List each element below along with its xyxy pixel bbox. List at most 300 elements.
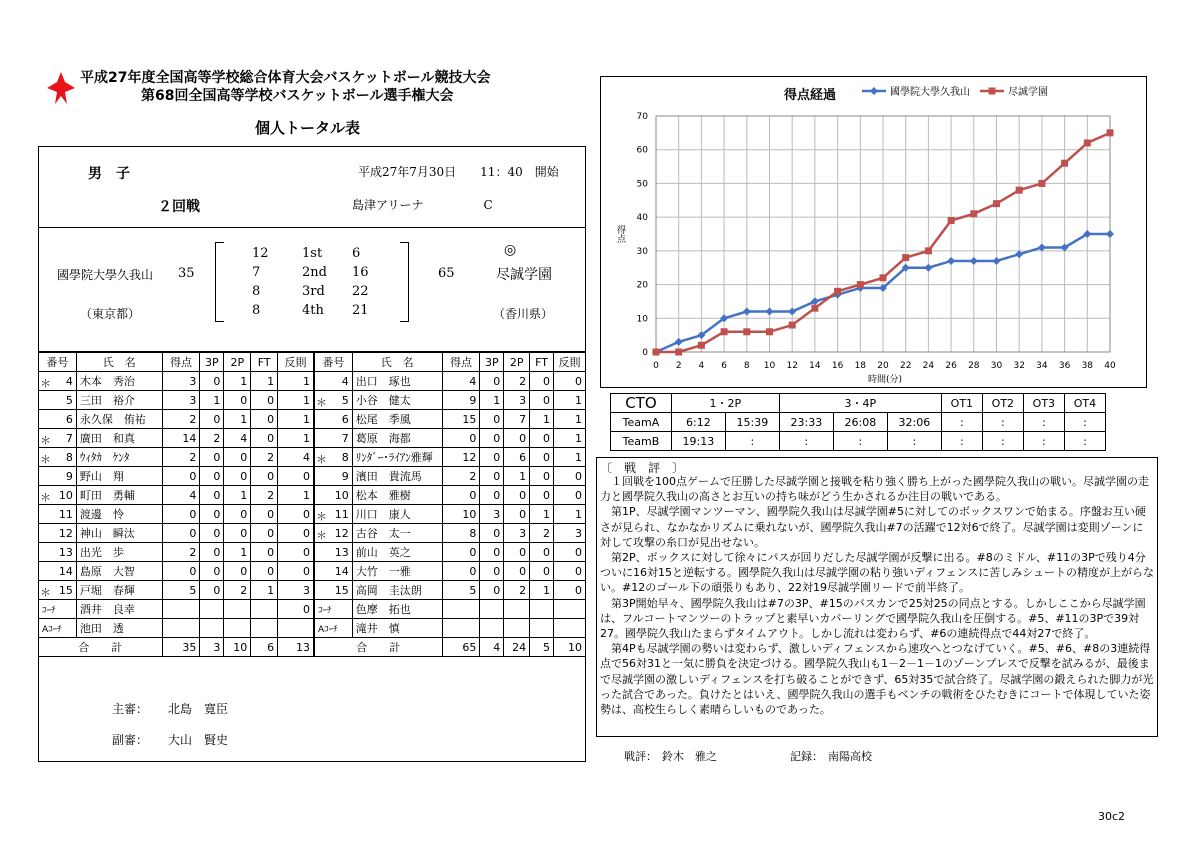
player-name: 大竹 一雅 bbox=[352, 562, 442, 581]
stat-f: 3 bbox=[554, 524, 586, 543]
stat-p2: 0 bbox=[504, 562, 530, 581]
tournament-title-1: 平成27年度全国高等学校総合体育大会バスケットボール競技大会 bbox=[80, 70, 491, 86]
player-name: 木本 秀治 bbox=[76, 372, 162, 391]
quarter-bracket-left bbox=[215, 242, 224, 322]
staff-row bbox=[315, 619, 586, 638]
column-header: 反則 bbox=[278, 353, 314, 372]
cto-period-label: OT3 bbox=[1023, 394, 1064, 413]
quarter-label: 3rd bbox=[302, 284, 325, 299]
player-name: 島原 大智 bbox=[76, 562, 162, 581]
player-number-value: 10 bbox=[58, 488, 73, 502]
stat-ft: 0 bbox=[251, 391, 278, 410]
player-name: 渡邊 怜 bbox=[76, 505, 162, 524]
player-name: 松尾 季風 bbox=[352, 410, 442, 429]
stat-pts: 0 bbox=[162, 562, 200, 581]
player-number bbox=[315, 448, 353, 467]
player-number bbox=[315, 467, 353, 486]
game-date-time: 平成27年7月30日 11：40 開始 bbox=[358, 165, 559, 179]
quarter-label: 1st bbox=[302, 246, 323, 261]
data-point bbox=[947, 257, 955, 265]
stat-p2: 2 bbox=[504, 372, 530, 391]
player-number bbox=[315, 410, 353, 429]
empty-cell bbox=[162, 600, 200, 619]
stat-f: 0 bbox=[554, 372, 586, 391]
x-tick-label: 34 bbox=[1036, 361, 1048, 371]
stat-p3: 2 bbox=[200, 429, 224, 448]
player-number bbox=[39, 429, 77, 448]
quarter-label: 4th bbox=[302, 303, 324, 318]
cto-time: : bbox=[779, 432, 833, 451]
player-number-value: 13 bbox=[58, 545, 73, 559]
cto-period-label: OT4 bbox=[1064, 394, 1105, 413]
stat-pts: 0 bbox=[442, 543, 480, 562]
cto-table bbox=[610, 393, 1106, 451]
player-row bbox=[39, 562, 314, 581]
umpire-label: 副審： bbox=[112, 733, 149, 747]
quarter-score-team-a: 12 bbox=[252, 246, 269, 261]
column-header: 2P bbox=[504, 353, 530, 372]
stat-ft: 0 bbox=[530, 486, 554, 505]
column-header: 氏 名 bbox=[352, 353, 442, 372]
stat-p2: 0 bbox=[504, 486, 530, 505]
stat-p3: 3 bbox=[480, 505, 504, 524]
player-row bbox=[39, 410, 314, 429]
stat-ft: 1 bbox=[251, 372, 278, 391]
player-number bbox=[315, 372, 353, 391]
player-row bbox=[315, 448, 586, 467]
total-ft: 6 bbox=[251, 638, 278, 657]
player-number bbox=[315, 391, 353, 410]
chart-title: 得点経過 bbox=[783, 88, 837, 103]
cto-time: : bbox=[1023, 432, 1064, 451]
stat-p3: 0 bbox=[200, 410, 224, 429]
stat-f: 0 bbox=[278, 467, 314, 486]
division-label: 男 子 bbox=[88, 166, 130, 182]
recorder-label: 記録： bbox=[790, 750, 823, 763]
staff-fouls bbox=[554, 619, 586, 638]
player-number-value: 4 bbox=[65, 374, 73, 388]
stat-f: 0 bbox=[554, 581, 586, 600]
stat-p2: 0 bbox=[224, 562, 251, 581]
data-point bbox=[743, 308, 751, 316]
x-tick-label: 0 bbox=[653, 361, 659, 371]
stat-p3: 0 bbox=[200, 581, 224, 600]
x-tick-label: 2 bbox=[675, 361, 682, 371]
player-name: 出光 歩 bbox=[76, 543, 162, 562]
total-pts: 65 bbox=[442, 638, 480, 657]
empty-cell bbox=[224, 619, 251, 638]
y-tick-label: 60 bbox=[636, 145, 648, 156]
stat-pts: 3 bbox=[162, 391, 200, 410]
data-point bbox=[811, 297, 819, 305]
stat-p2: 1 bbox=[224, 543, 251, 562]
referee-name: 北島 寛臣 bbox=[168, 702, 229, 716]
player-number bbox=[315, 429, 353, 448]
quarter-label: 2nd bbox=[302, 265, 327, 280]
stat-pts: 14 bbox=[162, 429, 200, 448]
x-tick-label: 16 bbox=[831, 361, 844, 371]
data-point bbox=[902, 254, 909, 261]
tournament-title-2: 第68回全国高等学校バスケットボール選手権大会 bbox=[141, 88, 454, 104]
team-a-prefecture: （東京都） bbox=[80, 307, 141, 321]
data-point bbox=[675, 338, 683, 346]
stat-p3: 0 bbox=[480, 562, 504, 581]
data-point bbox=[675, 349, 682, 356]
staff-role: Aｺｰﾁ bbox=[315, 619, 353, 638]
quarter-score-team-b: 6 bbox=[352, 246, 361, 261]
data-point bbox=[1084, 139, 1091, 146]
stat-pts: 8 bbox=[442, 524, 480, 543]
stat-p2: 6 bbox=[504, 448, 530, 467]
data-point bbox=[1107, 129, 1114, 136]
stat-p2: 2 bbox=[504, 581, 530, 600]
player-number-value: 12 bbox=[334, 526, 349, 540]
stat-f: 1 bbox=[554, 505, 586, 524]
column-header: FT bbox=[251, 353, 278, 372]
review-writer-label: 戦評： bbox=[624, 750, 657, 763]
stat-p2: 0 bbox=[224, 505, 251, 524]
empty-cell bbox=[251, 619, 278, 638]
stat-p3: 0 bbox=[200, 372, 224, 391]
stat-p2: 7 bbox=[504, 410, 530, 429]
y-tick-label: 10 bbox=[636, 314, 648, 325]
cto-time: : bbox=[833, 432, 887, 451]
stat-ft: 1 bbox=[530, 581, 554, 600]
player-name: 前山 英之 bbox=[352, 543, 442, 562]
total-label: 合 計 bbox=[39, 638, 163, 657]
data-point bbox=[653, 349, 660, 356]
cto-period-label: 1・2P bbox=[671, 394, 779, 413]
stat-ft: 1 bbox=[530, 410, 554, 429]
column-header: 3P bbox=[200, 353, 224, 372]
review-writer: 鈴木 雅之 bbox=[662, 750, 717, 763]
stat-pts: 2 bbox=[162, 448, 200, 467]
data-point bbox=[1038, 243, 1046, 251]
stat-p3: 0 bbox=[480, 543, 504, 562]
player-number bbox=[39, 391, 77, 410]
stat-p3: 0 bbox=[480, 448, 504, 467]
column-header: FT bbox=[530, 353, 554, 372]
data-point bbox=[1106, 230, 1114, 238]
stat-f: 1 bbox=[554, 448, 586, 467]
cto-time: 26:08 bbox=[833, 413, 887, 432]
stat-ft: 1 bbox=[530, 505, 554, 524]
x-tick-label: 32 bbox=[1013, 361, 1025, 371]
stat-pts: 0 bbox=[162, 505, 200, 524]
player-row bbox=[39, 448, 314, 467]
cto-time: 23:33 bbox=[779, 413, 833, 432]
stat-p3: 1 bbox=[480, 391, 504, 410]
total-p2: 24 bbox=[504, 638, 530, 657]
review-paragraph: １回戦を100点ゲームで圧勝した尽誠学園と接戦を粘り強く勝ち上がった國學院久我山の戦い。尽誠学園の走力と國學院久我山の高さとお互いの持ち味がどう生かされるか注目の戦いである。 bbox=[600, 475, 1149, 504]
stat-p3: 0 bbox=[480, 486, 504, 505]
x-tick-label: 26 bbox=[945, 361, 957, 371]
quarter-score-team-a: 7 bbox=[252, 265, 261, 280]
review-label: 〔 戦 評 〕 bbox=[600, 461, 685, 475]
data-point bbox=[811, 305, 818, 312]
stat-p3: 1 bbox=[200, 391, 224, 410]
stat-p3: 0 bbox=[200, 448, 224, 467]
cto-time: : bbox=[941, 413, 982, 432]
stat-ft: 0 bbox=[530, 562, 554, 581]
x-tick-label: 10 bbox=[763, 361, 776, 371]
player-name: 廣田 和真 bbox=[76, 429, 162, 448]
stat-ft: 0 bbox=[251, 505, 278, 524]
stat-p3: 0 bbox=[480, 581, 504, 600]
data-point bbox=[1015, 250, 1023, 258]
total-p3: 3 bbox=[200, 638, 224, 657]
player-number-value: 6 bbox=[341, 412, 349, 426]
player-name: 出口 琢也 bbox=[352, 372, 442, 391]
team-b-stats-table bbox=[314, 352, 586, 657]
empty-cell bbox=[504, 600, 530, 619]
stat-pts: 3 bbox=[162, 372, 200, 391]
stat-f: 0 bbox=[554, 543, 586, 562]
player-number-value: 9 bbox=[341, 469, 349, 483]
stat-ft: 0 bbox=[251, 467, 278, 486]
column-header: 得点 bbox=[162, 353, 200, 372]
player-number bbox=[39, 372, 77, 391]
team-b-prefecture: （香川県） bbox=[493, 307, 554, 321]
player-number bbox=[315, 505, 353, 524]
cto-time: 6:12 bbox=[671, 413, 725, 432]
staff-name: 滝井 慎 bbox=[352, 619, 442, 638]
data-point bbox=[1016, 187, 1023, 194]
x-axis-label: 時間(分) bbox=[867, 375, 903, 385]
player-row bbox=[39, 505, 314, 524]
player-row bbox=[315, 372, 586, 391]
stat-p2: 1 bbox=[224, 372, 251, 391]
starter-mark: ＊ bbox=[316, 509, 327, 523]
stat-f: 1 bbox=[278, 486, 314, 505]
winner-mark: ◎ bbox=[504, 242, 517, 258]
empty-cell bbox=[162, 619, 200, 638]
data-point bbox=[1038, 180, 1045, 187]
starter-mark: ＊ bbox=[40, 585, 51, 599]
cto-title: CTO bbox=[611, 394, 672, 413]
stat-p3: 0 bbox=[480, 467, 504, 486]
empty-cell bbox=[480, 600, 504, 619]
data-point bbox=[993, 257, 1001, 265]
starter-mark: ＊ bbox=[40, 376, 51, 390]
player-row bbox=[39, 581, 314, 600]
player-number-value: 7 bbox=[65, 431, 73, 445]
stat-p3: 0 bbox=[200, 467, 224, 486]
stat-ft: 0 bbox=[251, 524, 278, 543]
cto-period-label: OT1 bbox=[941, 394, 982, 413]
total-row bbox=[39, 638, 314, 657]
player-name: 濱田 貴流馬 bbox=[352, 467, 442, 486]
player-number-value: 12 bbox=[58, 526, 73, 540]
total-row bbox=[315, 638, 586, 657]
player-number-value: 14 bbox=[334, 564, 349, 578]
stat-f: 0 bbox=[554, 467, 586, 486]
player-number bbox=[39, 581, 77, 600]
stat-p2: 0 bbox=[224, 467, 251, 486]
starter-mark: ＊ bbox=[40, 433, 51, 447]
total-label: 合 計 bbox=[315, 638, 443, 657]
stat-f: 4 bbox=[278, 448, 314, 467]
y-axis-label: 得点 bbox=[615, 225, 625, 243]
data-point bbox=[925, 247, 932, 254]
quarter-score-team-a: 8 bbox=[252, 284, 261, 299]
player-number-value: 5 bbox=[341, 393, 349, 407]
x-tick-label: 38 bbox=[1081, 361, 1094, 371]
empty-cell bbox=[200, 600, 224, 619]
stat-f: 1 bbox=[278, 410, 314, 429]
data-point bbox=[788, 308, 796, 316]
player-number-value: 15 bbox=[334, 583, 349, 597]
stat-ft: 2 bbox=[530, 524, 554, 543]
player-row bbox=[39, 391, 314, 410]
cto-time: 32:06 bbox=[887, 413, 941, 432]
player-number bbox=[39, 562, 77, 581]
x-tick-label: 4 bbox=[698, 361, 705, 371]
data-point bbox=[880, 274, 887, 281]
player-number bbox=[39, 543, 77, 562]
player-number bbox=[39, 467, 77, 486]
cto-time: : bbox=[1064, 413, 1105, 432]
player-row bbox=[315, 543, 586, 562]
venue: 島津アリーナ C bbox=[352, 198, 493, 212]
stat-pts: 2 bbox=[162, 410, 200, 429]
player-name: 古谷 太一 bbox=[352, 524, 442, 543]
cto-time: : bbox=[1023, 413, 1064, 432]
data-point bbox=[766, 308, 774, 316]
player-number bbox=[39, 486, 77, 505]
player-row bbox=[39, 372, 314, 391]
data-point bbox=[948, 217, 955, 224]
quarter-score-team-b: 21 bbox=[352, 303, 369, 318]
stat-f: 1 bbox=[278, 372, 314, 391]
player-number-value: 9 bbox=[65, 469, 73, 483]
cto-period-label: 3・4P bbox=[779, 394, 941, 413]
page-code: 30c2 bbox=[1098, 810, 1126, 823]
empty-cell bbox=[224, 600, 251, 619]
x-tick-label: 40 bbox=[1104, 361, 1116, 371]
player-number-value: 11 bbox=[58, 507, 73, 521]
stat-f: 1 bbox=[554, 429, 586, 448]
stat-pts: 2 bbox=[442, 467, 480, 486]
data-point bbox=[766, 328, 773, 335]
score-progress-chart bbox=[600, 76, 1145, 386]
player-name: 小谷 健太 bbox=[352, 391, 442, 410]
empty-cell bbox=[480, 619, 504, 638]
player-name: 神山 瞬汰 bbox=[76, 524, 162, 543]
player-number-value: 10 bbox=[334, 488, 349, 502]
review-text bbox=[600, 474, 1154, 717]
stat-p2: 0 bbox=[224, 448, 251, 467]
review-paragraph: 第2P、ボックスに対して徐々にパスが回りだした尽誠学園が反撃に出る。#8のミドル、#11の3Pで残り4分ついに16対15と逆転する。國學院久我山は尽誠学園の粘り強いディフェンスに苦しみシュートの精度が上がらない。#12のゴール下の頑張りもあり、22対19尽誠学園リードで前半終了。 bbox=[600, 551, 1155, 595]
stat-f: 0 bbox=[278, 543, 314, 562]
player-number bbox=[39, 505, 77, 524]
stat-p2: 0 bbox=[224, 524, 251, 543]
legend-marker bbox=[989, 88, 996, 95]
cto-period-label: OT2 bbox=[982, 394, 1023, 413]
data-point bbox=[924, 264, 932, 272]
stat-ft: 0 bbox=[530, 391, 554, 410]
team-b-total-score: 65 bbox=[438, 266, 455, 281]
quarter-bracket-right bbox=[400, 242, 409, 322]
x-tick-label: 24 bbox=[922, 361, 935, 371]
stat-pts: 0 bbox=[442, 486, 480, 505]
player-name: 松本 雅樹 bbox=[352, 486, 442, 505]
player-name: 川口 康人 bbox=[352, 505, 442, 524]
total-ft: 5 bbox=[530, 638, 554, 657]
staff-row bbox=[39, 600, 314, 619]
stat-pts: 9 bbox=[442, 391, 480, 410]
cto-time: : bbox=[941, 432, 982, 451]
stat-p3: 0 bbox=[200, 486, 224, 505]
empty-cell bbox=[530, 600, 554, 619]
data-point bbox=[789, 322, 796, 329]
stat-ft: 0 bbox=[251, 429, 278, 448]
player-name: 永久保 侑祐 bbox=[76, 410, 162, 429]
cto-time: 19:13 bbox=[671, 432, 725, 451]
starter-mark: ＊ bbox=[40, 490, 51, 504]
starter-mark: ＊ bbox=[316, 395, 327, 409]
stat-f: 1 bbox=[554, 391, 586, 410]
legend-label: 尽誠学園 bbox=[1008, 87, 1048, 98]
staff-fouls bbox=[278, 619, 314, 638]
player-row bbox=[39, 486, 314, 505]
column-header: 氏 名 bbox=[76, 353, 162, 372]
y-tick-label: 0 bbox=[642, 348, 648, 358]
stat-p2: 3 bbox=[504, 524, 530, 543]
player-number bbox=[315, 543, 353, 562]
stat-f: 1 bbox=[278, 429, 314, 448]
review-paragraph: 第3P開始早々、國學院久我山は#7の3P、#15のバスカンで25対25の同点とする。しかしここから尽誠学園は、フルコートマンツーのトラップと素早いカバーリングで國學院久我山を圧倒する。#5、#11の3Pで39対27。國學院久我山たまらずタイムアウト。しかし流れは変わらず、#6の連続得点で44対27で終了。 bbox=[600, 596, 1146, 641]
stat-ft: 0 bbox=[530, 448, 554, 467]
x-tick-label: 20 bbox=[877, 361, 889, 371]
x-tick-label: 14 bbox=[809, 361, 821, 371]
stat-p2: 1 bbox=[504, 467, 530, 486]
stat-f: 1 bbox=[278, 391, 314, 410]
stat-pts: 0 bbox=[442, 562, 480, 581]
starter-mark: ＊ bbox=[40, 452, 51, 466]
legend-label: 國學院大學久我山 bbox=[890, 87, 970, 98]
player-number-value: 7 bbox=[341, 431, 349, 445]
cto-time: 15:39 bbox=[725, 413, 779, 432]
x-tick-label: 30 bbox=[990, 361, 1003, 371]
player-name: ｳｨﾀｶ ｹﾝﾀ bbox=[76, 448, 162, 467]
player-name: 野山 翔 bbox=[76, 467, 162, 486]
column-header: 反則 bbox=[554, 353, 586, 372]
total-f: 10 bbox=[554, 638, 586, 657]
recorder: 南陽高校 bbox=[828, 750, 872, 763]
stat-pts: 2 bbox=[162, 543, 200, 562]
stat-ft: 2 bbox=[251, 486, 278, 505]
stat-pts: 4 bbox=[442, 372, 480, 391]
stat-ft: 0 bbox=[530, 543, 554, 562]
player-number-value: 11 bbox=[334, 507, 349, 521]
player-name: 三田 裕介 bbox=[76, 391, 162, 410]
umpire-name: 大山 賢史 bbox=[168, 733, 229, 747]
stat-ft: 1 bbox=[251, 581, 278, 600]
stat-f: 3 bbox=[278, 581, 314, 600]
player-number bbox=[39, 448, 77, 467]
stat-p2: 0 bbox=[504, 505, 530, 524]
stat-f: 0 bbox=[278, 505, 314, 524]
total-f: 13 bbox=[278, 638, 314, 657]
y-tick-label: 30 bbox=[636, 246, 648, 257]
player-number-value: 6 bbox=[65, 412, 73, 426]
stat-ft: 0 bbox=[530, 467, 554, 486]
player-number bbox=[315, 562, 353, 581]
legend-marker bbox=[870, 87, 878, 95]
starter-mark: ＊ bbox=[316, 528, 327, 542]
empty-cell bbox=[504, 619, 530, 638]
